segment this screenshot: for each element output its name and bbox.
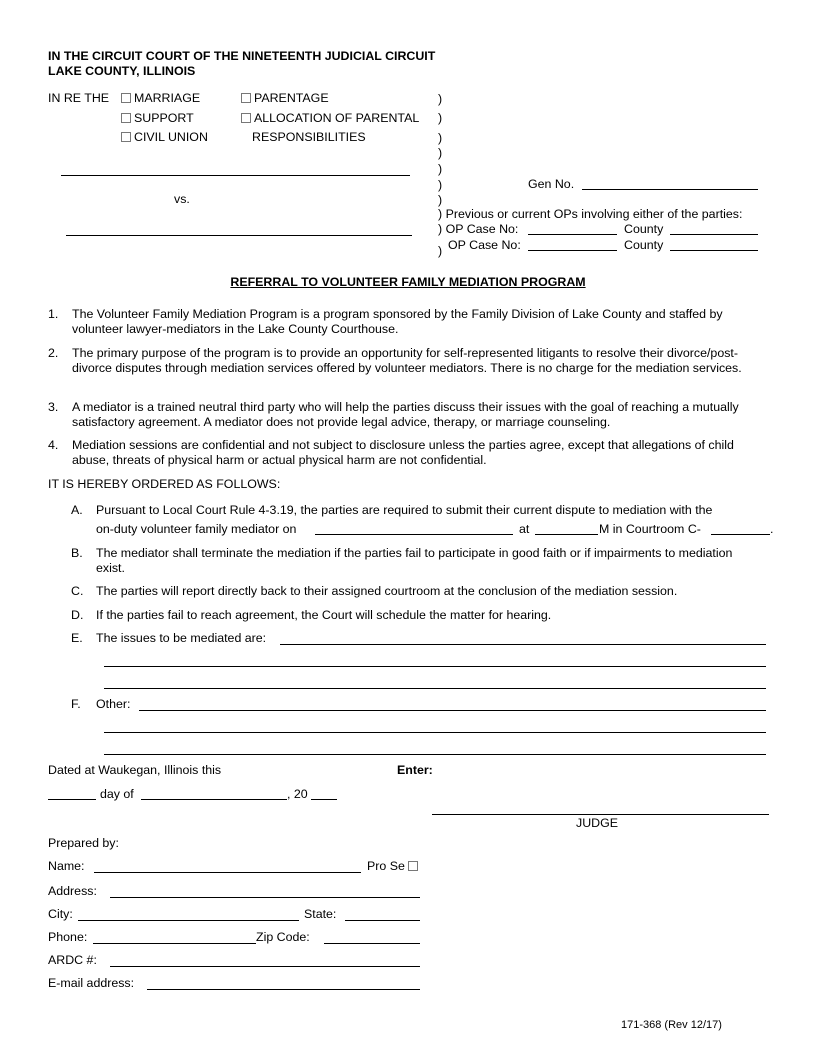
order-a-at: at (519, 522, 530, 536)
support-option[interactable] (121, 111, 194, 126)
gen-no-label: Gen No. (528, 177, 575, 191)
dated-at-label: Dated at Waukegan, Illinois this (48, 763, 222, 777)
marriage-checkbox[interactable] (121, 93, 131, 103)
allocation-label: ALLOCATION OF PARENTAL (254, 111, 420, 125)
county-label-2: County (624, 238, 664, 252)
order-c-text: The parties will report directly back to their assigned courtroom at the conclusion of the mediation session. (96, 584, 678, 598)
form-title: REFERRAL TO VOLUNTEER FAMILY MEDIATION PROGRAM (230, 275, 586, 289)
respondent-line[interactable] (66, 235, 412, 236)
paragraph-2 (48, 346, 764, 376)
paren: ) (438, 111, 443, 125)
ordered-heading: IT IS HEREBY ORDERED AS FOLLOWS: (48, 477, 281, 491)
mediation-time-field[interactable] (535, 534, 598, 535)
order-f-text: Other: (96, 697, 131, 711)
civil-union-option[interactable] (121, 130, 208, 145)
paragraph-number: 4. (48, 438, 59, 452)
other-field-3[interactable] (104, 754, 766, 755)
paren: ) (438, 131, 443, 145)
parentage-label: PARENTAGE (254, 91, 329, 105)
county-field-2[interactable] (670, 250, 758, 251)
judge-signature-line[interactable] (432, 814, 769, 815)
paren: ) (438, 244, 443, 258)
court-name: IN THE CIRCUIT COURT OF THE NINETEENTH JUDICIAL CIRCUIT (48, 49, 436, 63)
paragraph-text: A mediator is a trained neutral third party who will help the parties discuss their issues with the goal of reaching a mutually satisfactory agreement. A mediator does not provide legal advice, therapy, or marriage counseling. (72, 400, 739, 429)
order-a-period: . (770, 522, 774, 536)
order-f-num: F. (71, 697, 81, 711)
parentage-checkbox[interactable] (241, 93, 251, 103)
support-checkbox[interactable] (121, 113, 131, 123)
vs-label: vs. (174, 192, 190, 206)
allocation-checkbox[interactable] (241, 113, 251, 123)
day-of-label: day of (100, 787, 134, 801)
order-a-m-in: M in Courtroom C- (599, 522, 701, 536)
paragraph-number: 3. (48, 400, 59, 414)
year-field[interactable] (311, 799, 337, 800)
paren: ) (438, 193, 443, 207)
civil-union-label: CIVIL UNION (134, 130, 208, 144)
city-field[interactable] (78, 920, 299, 921)
civil-union-checkbox[interactable] (121, 132, 131, 142)
phone-field[interactable] (93, 943, 256, 944)
order-b-num: B. (71, 546, 83, 560)
allocation-option[interactable] (241, 111, 419, 126)
other-field-1[interactable] (139, 710, 766, 711)
paren: ) (438, 222, 443, 236)
op-case-field-2[interactable] (528, 250, 617, 251)
petitioner-line[interactable] (61, 175, 410, 176)
pro-se-label: Pro Se (367, 859, 405, 873)
day-field[interactable] (48, 799, 96, 800)
city-label: City: (48, 907, 73, 921)
enter-label: Enter: (397, 763, 433, 777)
name-field[interactable] (94, 872, 361, 873)
court-county: LAKE COUNTY, ILLINOIS (48, 64, 196, 78)
previous-ops-label (438, 207, 742, 222)
paragraph-text: The Volunteer Family Mediation Program is a program sponsored by the Family Division of Lake County and staffed by volunteer lawyer-mediators in the Lake County Courthouse. (72, 307, 723, 336)
op-case-label: OP Case No: (445, 222, 519, 236)
order-d-num: D. (71, 608, 84, 622)
form-number: 171-368 (Rev 12/17) (621, 1019, 722, 1031)
courtroom-field[interactable] (711, 534, 770, 535)
order-a-line1: Pursuant to Local Court Rule 4-3.19, the parties are required to submit their current dispute to mediation with the (96, 503, 713, 517)
issues-field-1[interactable] (280, 644, 766, 645)
zip-field[interactable] (324, 943, 420, 944)
order-a-line2-start: on-duty volunteer family mediator on (96, 522, 297, 536)
state-field[interactable] (345, 920, 420, 921)
paren: ) (438, 207, 443, 221)
email-label: E-mail address: (48, 976, 135, 990)
mediation-date-field[interactable] (315, 534, 513, 535)
paren: ) (438, 146, 443, 160)
previous-ops-text: Previous or current OPs involving either of the parties: (445, 207, 743, 221)
paragraph-number: 2. (48, 346, 59, 360)
order-a-num: A. (71, 503, 83, 517)
email-field[interactable] (147, 989, 420, 990)
responsibilities-label: RESPONSIBILITIES (252, 130, 366, 144)
order-e-text: The issues to be mediated are: (96, 631, 267, 645)
paragraph-text: Mediation sessions are confidential and not subject to disclosure unless the parties agree, except that allegations of child abuse, threats of physical harm or actual physical harm are not confidential. (72, 438, 734, 467)
in-re-label: IN RE THE (48, 91, 110, 105)
zip-label: Zip Code: (256, 930, 310, 944)
other-field-2[interactable] (104, 732, 766, 733)
issues-field-2[interactable] (104, 666, 766, 667)
judge-label: JUDGE (576, 816, 618, 830)
paren: ) (438, 162, 443, 176)
paragraph-text: The primary purpose of the program is to provide an opportunity for self-represented litigants to resolve their divorce/post-divorce disputes through mediation services offered by volunteer mediators. There is no charge for the mediation services. (72, 346, 742, 375)
order-d-text: If the parties fail to reach agreement, the Court will schedule the matter for hearing. (96, 608, 552, 622)
name-label: Name: (48, 859, 85, 873)
address-field[interactable] (110, 897, 420, 898)
op-case-label-2: OP Case No: (448, 238, 521, 252)
order-b-text: The mediator shall terminate the mediation if the parties fail to participate in good faith or if impairments to mediation exist. (96, 546, 733, 575)
parentage-option[interactable] (241, 91, 329, 106)
ardc-label: ARDC #: (48, 953, 97, 967)
marriage-option[interactable] (121, 91, 200, 106)
county-label-1: County (624, 222, 664, 236)
op-case-field-1[interactable] (528, 234, 617, 235)
state-label: State: (304, 907, 337, 921)
pro-se-checkbox[interactable] (408, 861, 418, 871)
year-prefix: , 20 (287, 787, 308, 801)
gen-no-field[interactable] (582, 189, 758, 190)
order-e-num: E. (71, 631, 83, 645)
phone-label: Phone: (48, 930, 88, 944)
support-label: SUPPORT (134, 111, 194, 125)
ardc-field[interactable] (110, 966, 420, 967)
paragraph-4 (48, 438, 764, 468)
issues-field-3[interactable] (104, 688, 766, 689)
paren: ) (438, 92, 443, 106)
order-c-num: C. (71, 584, 84, 598)
paragraph-number: 1. (48, 307, 59, 321)
paren: ) (438, 178, 443, 192)
address-label: Address: (48, 884, 97, 898)
prepared-by-label: Prepared by: (48, 836, 119, 850)
paragraph-1 (48, 307, 764, 337)
marriage-label: MARRIAGE (134, 91, 201, 105)
month-field[interactable] (141, 799, 287, 800)
paragraph-3 (48, 400, 764, 430)
op-case-row-1 (438, 222, 518, 237)
pro-se-option[interactable] (367, 859, 421, 874)
county-field-1[interactable] (670, 234, 758, 235)
